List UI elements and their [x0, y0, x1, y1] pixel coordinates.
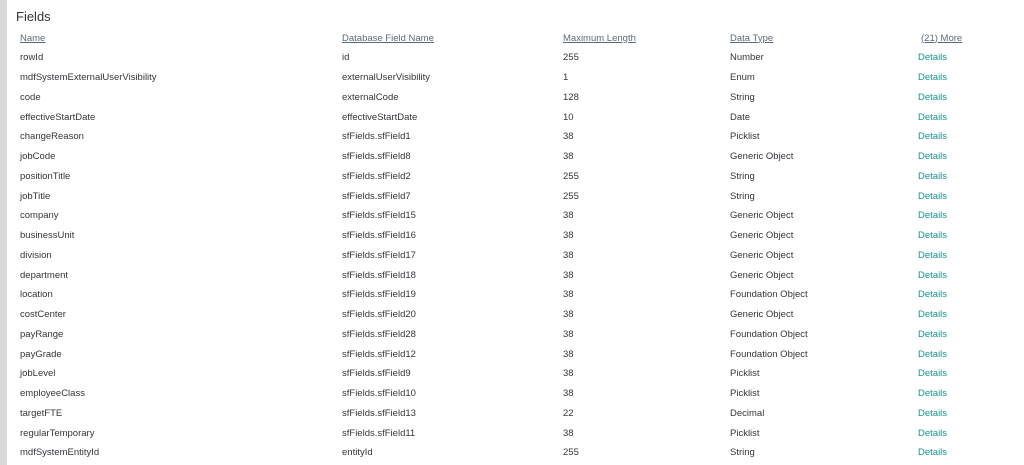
details-link[interactable]: Details [918, 170, 948, 182]
column-header-name[interactable]: Name [20, 32, 46, 44]
max-length-cell: 38 [563, 230, 574, 242]
data-type-cell: String [730, 91, 755, 103]
table-row [20, 147, 1000, 167]
table-row [20, 344, 1000, 364]
data-type-cell: Generic Object [730, 309, 794, 321]
details-link[interactable]: Details [918, 309, 948, 321]
table-row [20, 48, 1000, 68]
field-name-cell: jobCode [20, 151, 56, 163]
db-field-cell: sfFields.sfField15 [342, 210, 416, 222]
details-link[interactable]: Details [918, 427, 948, 439]
table-row [20, 206, 1000, 226]
table-row [20, 186, 1000, 206]
more-columns-link[interactable]: (21) More [921, 32, 963, 44]
data-type-cell: Generic Object [730, 151, 794, 163]
data-type-cell: Picklist [730, 388, 760, 400]
table-row [20, 443, 1000, 463]
table-row [20, 384, 1000, 404]
field-name-cell: changeReason [20, 131, 84, 143]
details-link[interactable]: Details [918, 269, 948, 281]
field-name-cell: businessUnit [20, 230, 75, 242]
table-row [20, 127, 1000, 147]
table-header-row [20, 28, 1000, 48]
table-row [20, 325, 1000, 345]
column-header-db-field[interactable]: Database Field Name [342, 32, 434, 44]
field-name-cell: payRange [20, 328, 64, 340]
field-name-cell: division [20, 249, 52, 261]
db-field-cell: sfFields.sfField20 [342, 309, 416, 321]
table-row [20, 88, 1000, 108]
max-length-cell: 255 [563, 52, 579, 64]
data-type-cell: Foundation Object [730, 348, 808, 360]
data-type-cell: Picklist [730, 368, 760, 380]
details-link[interactable]: Details [918, 52, 948, 64]
details-link[interactable]: Details [918, 131, 948, 143]
db-field-cell: externalUserVisibility [342, 72, 430, 84]
details-link[interactable]: Details [918, 72, 948, 84]
table-row [20, 246, 1000, 266]
max-length-cell: 1 [563, 72, 569, 84]
db-field-cell: sfFields.sfField10 [342, 388, 416, 400]
db-field-cell: sfFields.sfField12 [342, 348, 416, 360]
section-title: Fields [16, 9, 51, 24]
data-type-cell: Date [730, 111, 751, 123]
data-type-cell: Foundation Object [730, 289, 808, 301]
details-link[interactable]: Details [918, 210, 948, 222]
max-length-cell: 38 [563, 388, 574, 400]
table-row [20, 68, 1000, 88]
db-field-cell: sfFields.sfField18 [342, 269, 416, 281]
data-type-cell: Foundation Object [730, 328, 808, 340]
data-type-cell: Enum [730, 72, 755, 84]
column-header-max-length[interactable]: Maximum Length [563, 32, 636, 44]
max-length-cell: 38 [563, 328, 574, 340]
table-row [20, 167, 1000, 187]
field-name-cell: department [20, 269, 69, 281]
data-type-cell: Picklist [730, 131, 760, 143]
table-row [20, 226, 1000, 246]
data-type-cell: Decimal [730, 407, 765, 419]
table-row [20, 305, 1000, 325]
field-name-cell: effectiveStartDate [20, 111, 96, 123]
details-link[interactable]: Details [918, 289, 948, 301]
field-name-cell: employeeClass [20, 388, 85, 400]
max-length-cell: 38 [563, 249, 574, 261]
db-field-cell: sfFields.sfField7 [342, 190, 411, 202]
max-length-cell: 38 [563, 309, 574, 321]
table-row [20, 423, 1000, 443]
max-length-cell: 10 [563, 111, 574, 123]
details-link[interactable]: Details [918, 190, 948, 202]
field-name-cell: location [20, 289, 53, 301]
details-link[interactable]: Details [918, 91, 948, 103]
field-name-cell: rowId [20, 52, 44, 64]
field-name-cell: payGrade [20, 348, 62, 360]
details-link[interactable]: Details [918, 447, 948, 459]
details-link[interactable]: Details [918, 151, 948, 163]
max-length-cell: 38 [563, 289, 574, 301]
max-length-cell: 38 [563, 131, 574, 143]
data-type-cell: String [730, 447, 755, 459]
db-field-cell: entityId [342, 447, 373, 459]
db-field-cell: sfFields.sfField2 [342, 170, 411, 182]
table-body [20, 48, 1000, 463]
column-header-data-type[interactable]: Data Type [730, 32, 774, 44]
max-length-cell: 38 [563, 368, 574, 380]
details-link[interactable]: Details [918, 388, 948, 400]
max-length-cell: 38 [563, 427, 574, 439]
max-length-cell: 38 [563, 348, 574, 360]
db-field-cell: sfFields.sfField17 [342, 249, 416, 261]
max-length-cell: 255 [563, 190, 579, 202]
data-type-cell: Number [730, 52, 764, 64]
field-name-cell: jobTitle [20, 190, 51, 202]
db-field-cell: effectiveStartDate [342, 111, 418, 123]
details-link[interactable]: Details [918, 328, 948, 340]
table-row [20, 364, 1000, 384]
details-link[interactable]: Details [918, 249, 948, 261]
db-field-cell: sfFields.sfField16 [342, 230, 416, 242]
field-name-cell: jobLevel [20, 368, 56, 380]
details-link[interactable]: Details [918, 407, 948, 419]
max-length-cell: 255 [563, 170, 579, 182]
data-type-cell: String [730, 170, 755, 182]
table-row [20, 265, 1000, 285]
max-length-cell: 38 [563, 210, 574, 222]
details-link[interactable]: Details [918, 230, 948, 242]
field-name-cell: positionTitle [20, 170, 71, 182]
db-field-cell: sfFields.sfField9 [342, 368, 411, 380]
field-name-cell: mdfSystemEntityId [20, 447, 100, 459]
field-name-cell: regularTemporary [20, 427, 95, 439]
field-name-cell: costCenter [20, 309, 66, 321]
db-field-cell: id [342, 52, 350, 64]
field-name-cell: code [20, 91, 41, 103]
max-length-cell: 38 [563, 269, 574, 281]
details-link[interactable]: Details [918, 111, 948, 123]
db-field-cell: sfFields.sfField11 [342, 427, 416, 439]
db-field-cell: sfFields.sfField1 [342, 131, 411, 143]
data-type-cell: Generic Object [730, 230, 794, 242]
max-length-cell: 128 [563, 91, 579, 103]
data-type-cell: Generic Object [730, 210, 794, 222]
max-length-cell: 255 [563, 447, 579, 459]
field-name-cell: mdfSystemExternalUserVisibility [20, 72, 157, 84]
fields-table [20, 28, 1000, 463]
table-row [20, 285, 1000, 305]
data-type-cell: Generic Object [730, 269, 794, 281]
db-field-cell: sfFields.sfField13 [342, 407, 416, 419]
db-field-cell: externalCode [342, 91, 399, 103]
max-length-cell: 22 [563, 407, 574, 419]
table-row [20, 107, 1000, 127]
left-rail [0, 0, 7, 465]
details-link[interactable]: Details [918, 348, 948, 360]
db-field-cell: sfFields.sfField19 [342, 289, 416, 301]
table-row [20, 404, 1000, 424]
details-link[interactable]: Details [918, 368, 948, 380]
data-type-cell: Picklist [730, 427, 760, 439]
db-field-cell: sfFields.sfField28 [342, 328, 416, 340]
db-field-cell: sfFields.sfField8 [342, 151, 411, 163]
data-type-cell: String [730, 190, 755, 202]
field-name-cell: targetFTE [20, 407, 63, 419]
data-type-cell: Generic Object [730, 249, 794, 261]
field-name-cell: company [20, 210, 59, 222]
max-length-cell: 38 [563, 151, 574, 163]
